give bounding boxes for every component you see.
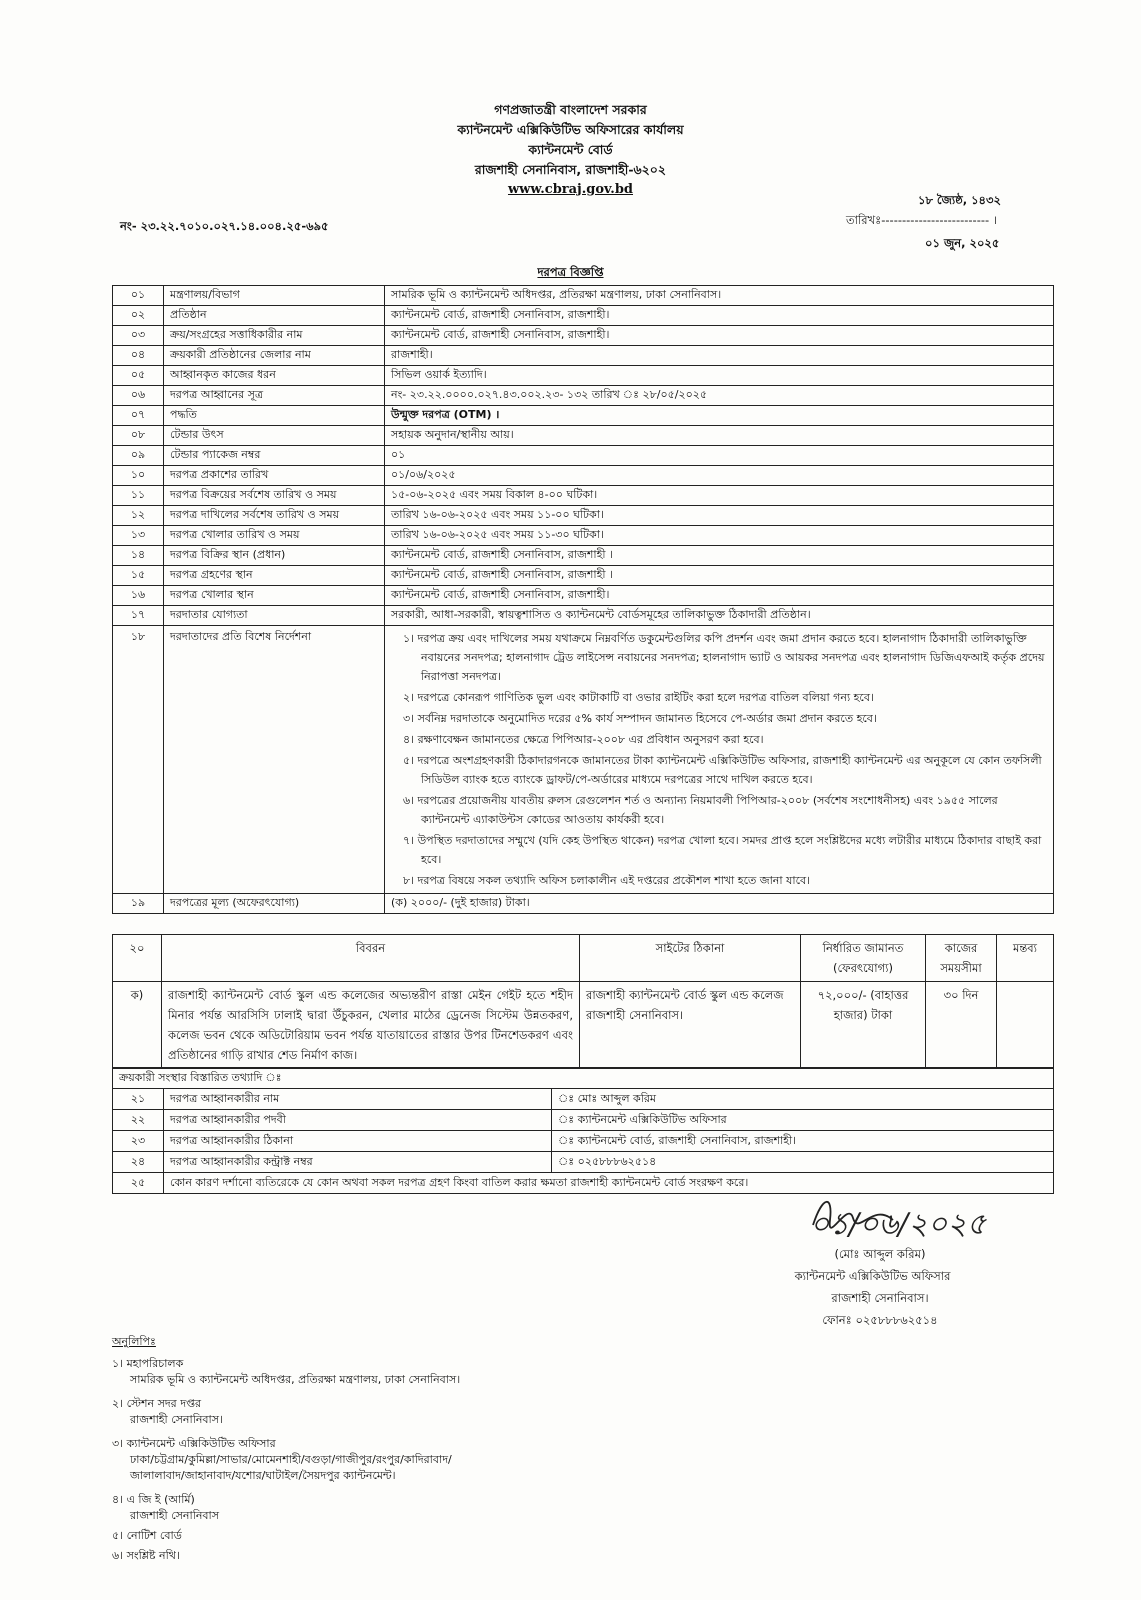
row-label: দরপত্র প্রকাশের তারিখ — [164, 466, 385, 486]
row-value: ক্যান্টনমেন্ট বোর্ড, রাজশাহী সেনানিবাস, রাজশাহী। — [385, 306, 1054, 326]
row-label: ক্রয়কারী প্রতিষ্ঠানের জেলার নাম — [164, 346, 385, 366]
row-value: ক্যান্টনমেন্ট বোর্ড, রাজশাহী সেনানিবাস, রাজশাহী । — [385, 566, 1054, 586]
signatory-name: (মোঃ আব্দুল করিম) — [834, 1247, 926, 1261]
row-value: রাজশাহী। — [385, 346, 1054, 366]
date-bangla: ১৮ জ্যৈষ্ঠ, ১৪৩২ — [918, 193, 1001, 207]
row-number: ২০ — [113, 935, 162, 982]
instruction-item: ৮। দরপত্র বিষয়ে সকল তথ্যাদি অফিস চলাকালীন এই দপ্তরের প্রকৌশল শাখা হতে জানা যাবে। — [403, 874, 811, 887]
website-link[interactable]: www.cbraj.gov.bd — [507, 182, 633, 197]
row-value: কোন কারণ দর্শানো ব্যতিরেকে যে কোন অথবা সকল দরপত্র গ্রহণ কিংবা বাতিল করার ক্ষমতা রাজশাহী ক্যান্টনমেন্ট বোর্ড সংরক্ষণ করে। — [164, 1173, 1054, 1194]
row-label: ক্রয়/সংগ্রহের সত্তাধিকারীর নাম — [164, 326, 385, 346]
copy-item-line: রাজশাহী সেনানিবাস — [130, 1509, 219, 1522]
row-number: ১৫ — [113, 566, 164, 586]
table-row — [113, 306, 1054, 326]
row-number: ২২ — [113, 1110, 164, 1131]
table-row — [113, 606, 1054, 626]
row-label: দরপত্র আহ্বানকারীর কন্ট্রাক্ট নম্বর — [164, 1152, 552, 1173]
col-header-security: নির্ধারিত জামানত (ফেরৎযোগ্য) — [801, 935, 926, 982]
row-label: দরপত্র খোলার তারিখ ও সময় — [164, 526, 385, 546]
purchaser-heading-row — [113, 1068, 1054, 1089]
work-description: রাজশাহী ক্যান্টনমেন্ট বোর্ড স্কুল এন্ড কলেজের অভ্যন্তরীণ রাস্তা মেইন গেইট হতে শহীদ মিনার পর্যন্ত আরসিসি ঢালাই দ্বারা উঁচুকরন, খেলার মাঠের ড্রেনেজ সিস্টেম উন্নতকরণ, কলেজ ভবন থেকে অডিটোরিয়াম ভবন পর্যন্ত যাতায়াতের রাস্তার উপর টিনশেডকরণ এবং প্রতিষ্ঠানের গাড়ি রাখার শেড নির্মাণ কাজ। — [162, 982, 580, 1069]
row-label: টেন্ডার প্যাকেজ নম্বর — [164, 446, 385, 466]
purchaser-table — [112, 1067, 1054, 1194]
row-number: ০৫ — [113, 366, 164, 386]
copy-item-title: ৬। সংশ্লিষ্ট নথি। — [112, 1549, 180, 1562]
table-row — [113, 506, 1054, 526]
col-header-site: সাইটের ঠিকানা — [580, 935, 801, 982]
row-label: দরপত্র আহ্বানের সূত্র — [164, 386, 385, 406]
table-row — [113, 546, 1054, 566]
date-label: তারিখঃ-------------------------- । — [846, 213, 997, 227]
row-value: ঃ ০২৫৮৮৮৬২৫১৪ — [552, 1152, 1054, 1173]
copy-item-line: জালালাবাদ/জাহানাবাদ/যশোর/ঘাটাইল/সৈয়দপুর ক্যান্টনমেন্ট। — [130, 1469, 396, 1482]
row-value: ক্যান্টনমেন্ট বোর্ড, রাজশাহী সেনানিবাস, রাজশাহী। — [385, 326, 1054, 346]
board-name: ক্যান্টনমেন্ট বোর্ড — [528, 142, 613, 157]
row-number: ০৩ — [113, 326, 164, 346]
table-row — [113, 326, 1054, 346]
row-value: সিভিল ওয়ার্ক ইত্যাদি। — [385, 366, 1054, 386]
row-number: ১৯ — [113, 894, 164, 914]
table-row — [113, 566, 1054, 586]
row-label: পদ্ধতি — [164, 406, 385, 426]
signatory-phone: ফোনঃ ০২৫৮৮৮৬২৫১৪ — [822, 1313, 938, 1327]
tender-info-table — [112, 285, 1054, 914]
govt-name: গণপ্রজাতন্ত্রী বাংলাদেশ সরকার — [494, 102, 647, 117]
row-number: ১১ — [113, 486, 164, 506]
work-duration: ৩০ দিন — [926, 982, 997, 1069]
table-row — [113, 1173, 1054, 1194]
row-number: ০৪ — [113, 346, 164, 366]
instruction-item: ২। দরপত্রে কোনরূপ গাণিতিক ভুল এবং কাটাকাটি বা ওভার রাইটিং করা হলে দরপত্র বাতিল বলিয়া গন্য হবে। — [403, 691, 874, 704]
row-label: দরপত্রের মূল্য (অফেরৎযোগ্য) — [164, 894, 385, 914]
instruction-list — [385, 626, 1054, 894]
special-instructions-row — [113, 626, 1054, 894]
copy-item-title: ৩। ক্যান্টনমেন্ট এক্সিকিউটিভ অফিসার — [112, 1437, 276, 1450]
row-number: ১২ — [113, 506, 164, 526]
instruction-item: ৩। সর্বনিম্ন দরদাতাকে অনুমোদিত দরের ৫% কার্য সম্পাদন জামানত হিসেবে পে-অর্ডার জমা প্রদান করতে হবে। — [403, 712, 877, 725]
row-value: ঃ ক্যান্টনমেন্ট বোর্ড, রাজশাহী সেনানিবাস, রাজশাহী। — [552, 1131, 1054, 1152]
row-number: ১৭ — [113, 606, 164, 626]
row-number: ০৬ — [113, 386, 164, 406]
row-value: ০১ — [385, 446, 1054, 466]
instruction-item: ৬। দরপত্রের প্রয়োজনীয় যাবতীয় রুলস রেগুলেশন শর্ত ও অন্যান্য নিয়মাবলী পিপিআর-২০০৮ (সর্বশেষ সংশোধনীসহ) এবং ১৯৫৫ সালের ক্যান্টনমেন্ট এ্যাকাউন্টস কোডের আওতায় কার্যকরী হবে। — [403, 794, 998, 826]
row-label: দরপত্র গ্রহণের স্থান — [164, 566, 385, 586]
row-label: টেন্ডার উৎস — [164, 426, 385, 446]
col-header-duration: কাজের সময়সীমা — [926, 935, 997, 982]
row-label: দরপত্র আহ্বানকারীর ঠিকানা — [164, 1131, 552, 1152]
work-detail-table — [112, 934, 1054, 1069]
instruction-item: ৪। রক্ষণাবেক্ষন জামানতের ক্ষেত্রে পিপিআর-২০০৮ এর প্রবিধান অনুসরণ করা হবে। — [403, 733, 764, 746]
row-number: ১৩ — [113, 526, 164, 546]
copy-item-line: সামরিক ভূমি ও ক্যান্টনমেন্ট অধিদপ্তর, প্রতিরক্ষা মন্ত্রণালয়, ঢাকা সেনানিবাস। — [130, 1373, 461, 1386]
row-label: দরপত্র দাখিলের সর্বশেষ তারিখ ও সময় — [164, 506, 385, 526]
row-value: ক্যান্টনমেন্ট বোর্ড, রাজশাহী সেনানিবাস, রাজশাহী। — [385, 586, 1054, 606]
table-row — [113, 446, 1054, 466]
table-row — [113, 1089, 1054, 1110]
instruction-item: ৫। দরপত্রে অংশগ্রহণকারী ঠিকাদারগনকে জামানতের টাকা ক্যান্টনমেন্ট এক্সিকিউটিভ অফিসার, রাজশাহী ক্যান্টনমেন্ট এর অনুকূলে যে কোন তফসিলী সিডিউল ব্যাংক হতে ব্যাংকে ড্রাফট/পে-অর্ডারের মাধ্যমে দরপত্রের সাথে দাখিল করতে হবে। — [403, 754, 1042, 786]
row-value: ক্যান্টনমেন্ট বোর্ড, রাজশাহী সেনানিবাস, রাজশাহী । — [385, 546, 1054, 566]
office-name: ক্যান্টনমেন্ট এক্সিকিউটিভ অফিসারের কার্যালয় — [457, 122, 684, 137]
table-row — [113, 426, 1054, 446]
row-number: ১৮ — [113, 626, 164, 894]
letterhead — [0, 100, 1141, 200]
copy-heading: অনুলিপিঃ — [112, 1335, 156, 1348]
row-number: ০৯ — [113, 446, 164, 466]
row-value: সহায়ক অনুদান/স্থানীয় আয়। — [385, 426, 1054, 446]
col-header-description: বিবরন — [162, 935, 580, 982]
table-row — [113, 894, 1054, 914]
table-row — [113, 286, 1054, 306]
memo-number: নং- ২৩.২২.৭০১০.০২৭.১৪.০০৪.২৫-৬৯৫ — [120, 219, 329, 233]
copy-list — [112, 1334, 812, 1564]
row-number: ০১ — [113, 286, 164, 306]
table-row — [113, 486, 1054, 506]
row-value: নং- ২৩.২২.০০০০.০২৭.৪৩.০০২.২৩- ১৩২ তারিখ ঃ ২৮/০৫/২০২৫ — [385, 386, 1054, 406]
row-label: প্রতিষ্ঠান — [164, 306, 385, 326]
row-label: দরদাতার যোগ্যতা — [164, 606, 385, 626]
table-row — [113, 1131, 1054, 1152]
row-label: দরদাতাদের প্রতি বিশেষ নির্দেশনা — [164, 626, 385, 894]
table-row — [113, 386, 1054, 406]
row-label: মন্ত্রণালয়/বিভাগ — [164, 286, 385, 306]
notice-title: দরপত্র বিজ্ঞপ্তি — [537, 265, 604, 279]
work-site: রাজশাহী ক্যান্টনমেন্ট বোর্ড স্কুল এন্ড কলেজ রাজশাহী সেনানিবাস। — [580, 982, 801, 1069]
security-amount: ৭২,০০০/- (বাহাত্তর হাজার) টাকা — [801, 982, 926, 1069]
row-label: দরপত্র আহ্বানকারীর নাম — [164, 1089, 552, 1110]
date-english: ০১ জুন, ২০২৫ — [925, 236, 1000, 250]
row-number: ২৪ — [113, 1152, 164, 1173]
row-value: উন্মুক্ত দরপত্র (OTM) । — [385, 406, 1054, 426]
table-row — [113, 466, 1054, 486]
copy-item-title: ৫। নোটিশ বোর্ড — [112, 1529, 182, 1542]
work-header-row — [113, 935, 1054, 982]
table-row — [113, 1110, 1054, 1131]
purchaser-heading: ক্রয়কারী সংস্থার বিস্তারিত তথ্যাদি ঃ — [113, 1068, 1054, 1089]
table-row — [113, 526, 1054, 546]
signatory-designation: ক্যান্টনমেন্ট এক্সিকিউটিভ অফিসার — [794, 1269, 951, 1283]
copy-item-title: ৪। এ জি ই (আর্মি) — [112, 1493, 195, 1506]
row-label: দরপত্র খোলার স্থান — [164, 586, 385, 606]
instruction-item: ১। দরপত্র ক্রয় এবং দাখিলের সময় যথাক্রমে নিম্নবর্ণিত ডকুমেন্টগুলির কপি প্রদর্শন এবং জমা প্রদান করতে হবে। হালনাগাদ ঠিকাদারী তালিকাভুক্তি নবায়নের সনদপত্র; হালনাগাদ ট্রেড লাইসেন্স নবায়নের সনদপত্র; হালনাগাদ ভ্যাট ও আয়কর সনদপত্র এবং হালনাগাদ ডিজিএফআই কর্তৃক প্রদেয় নিরাপত্তা সনদপত্র। — [403, 632, 1045, 683]
row-label: আহ্বানকৃত কাজের ধরন — [164, 366, 385, 386]
copy-item-title: ২। স্টেশন সদর দপ্তর — [112, 1397, 202, 1410]
office-address: রাজশাহী সেনানিবাস, রাজশাহী-৬২০২ — [474, 162, 667, 177]
row-value: ঃ ক্যান্টনমেন্ট এক্সিকিউটিভ অফিসার — [552, 1110, 1054, 1131]
signature-scribble — [808, 1190, 898, 1240]
row-label: দরপত্র বিক্রয়ের সর্বশেষ তারিখ ও সময় — [164, 486, 385, 506]
table-row — [113, 366, 1054, 386]
row-number: ১৪ — [113, 546, 164, 566]
item-serial: ক) — [113, 982, 162, 1069]
table-row — [113, 346, 1054, 366]
copy-item-line: রাজশাহী সেনানিবাস। — [130, 1413, 223, 1426]
copy-item-title: ১। মহাপরিচালক — [112, 1357, 184, 1370]
copy-item-line: ঢাকা/চট্টগ্রাম/কুমিল্লা/সাভার/মোমেনশাহী/বগুড়া/গাজীপুর/রংপুর/কাদিরাবাদ/ — [130, 1453, 452, 1466]
table-row — [113, 586, 1054, 606]
instruction-item: ৭। উপস্থিত দরদাতাদের সম্মুখে (যদি কেহ উপস্থিত থাকেন) দরপত্র খোলা হবে। সমদর প্রাপ্ত হলে সংশ্লিষ্টদের মধ্যে লটারীর মাধ্যমে ঠিকাদার বাছাই করা হবে। — [403, 834, 1042, 866]
row-number: ২৫ — [113, 1173, 164, 1194]
row-value: (ক) ২০০০/- (দুই হাজার) টাকা। — [385, 894, 1054, 914]
row-value: ০১/০৬/২০২৫ — [385, 466, 1054, 486]
row-number: ১৬ — [113, 586, 164, 606]
row-number: ০৮ — [113, 426, 164, 446]
row-number: ১০ — [113, 466, 164, 486]
row-value: তারিখ ১৬-০৬-২০২৫ এবং সময় ১১-৩০ ঘটিকা। — [385, 526, 1054, 546]
row-value: ঃ মোঃ আব্দুল করিম — [552, 1089, 1054, 1110]
row-label: দরপত্র আহ্বানকারীর পদবী — [164, 1110, 552, 1131]
table-row — [113, 1152, 1054, 1173]
row-number: ২১ — [113, 1089, 164, 1110]
row-number: ০২ — [113, 306, 164, 326]
row-number: ০৭ — [113, 406, 164, 426]
table-row — [113, 406, 1054, 426]
signatory-place: রাজশাহী সেনানিবাস। — [831, 1291, 929, 1305]
row-label: দরপত্র বিক্রির স্থান (প্রধান) — [164, 546, 385, 566]
row-value: ১৫-০৬-২০২৫ এবং সময় বিকাল ৪-০০ ঘটিকা। — [385, 486, 1054, 506]
row-number: ২৩ — [113, 1131, 164, 1152]
row-value: তারিখ ১৬-০৬-২০২৫ এবং সময় ১১-০০ ঘটিকা। — [385, 506, 1054, 526]
col-header-remark: মন্তব্য — [997, 935, 1054, 982]
row-value: সরকারী, আধা-সরকারী, স্বায়ত্বশাসিত ও ক্যান্টনমেন্ট বোর্ডসমূহের তালিকাভুক্ত ঠিকাদারী প্রতিষ্ঠান। — [385, 606, 1054, 626]
handwritten-signature: ০১/০৬/২০২৫ — [810, 1207, 987, 1242]
row-value: সামরিক ভূমি ও ক্যান্টনমেন্ট অধিদপ্তর, প্রতিরক্ষা মন্ত্রণালয়, ঢাকা সেনানিবাস। — [385, 286, 1054, 306]
work-item-row — [113, 982, 1054, 1069]
work-remark — [997, 982, 1054, 1069]
